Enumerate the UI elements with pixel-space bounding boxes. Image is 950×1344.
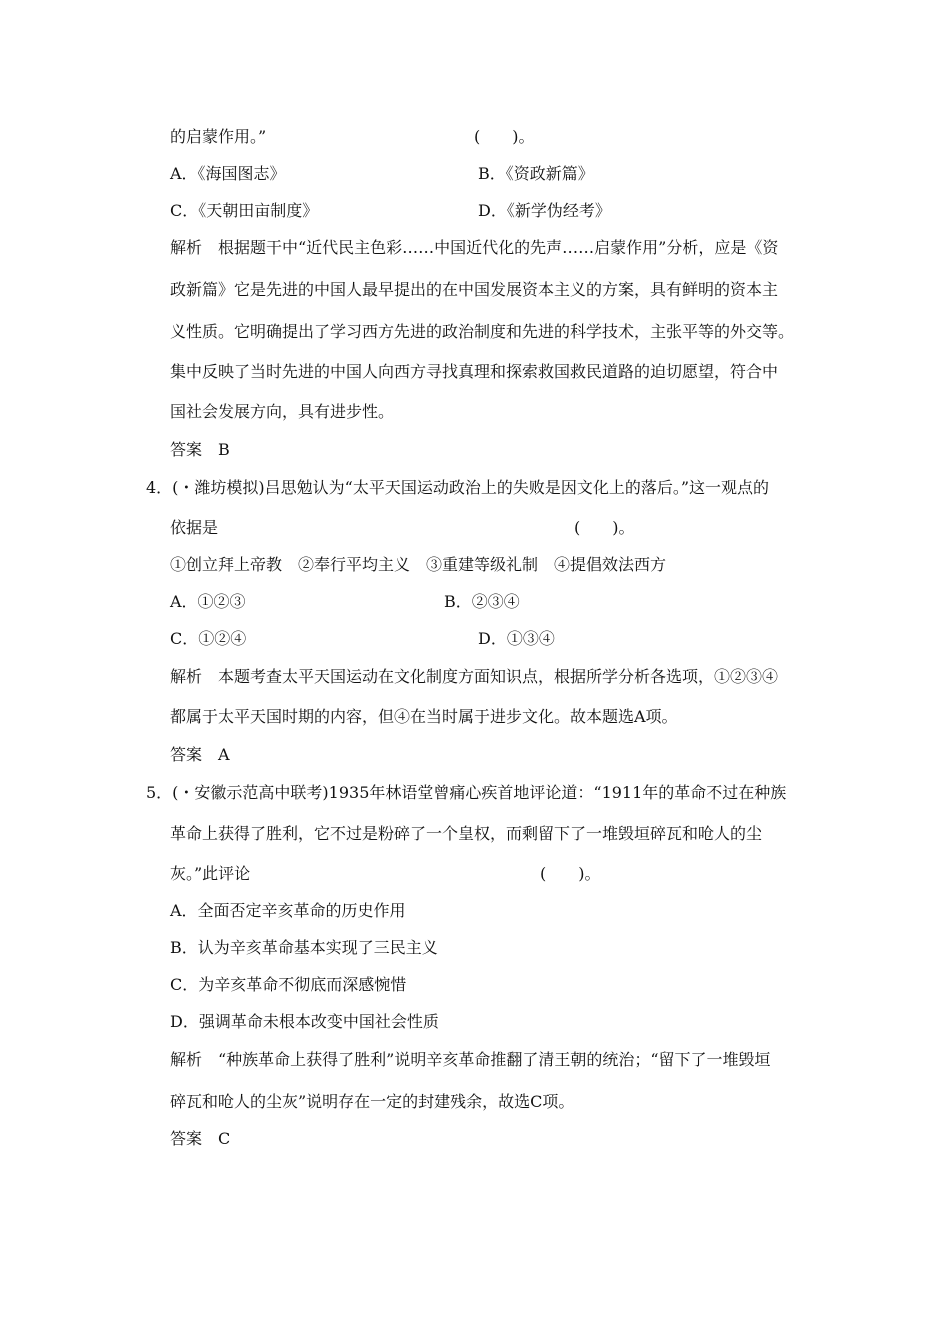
q5-stem-line: 灰。”此评论 <box>170 864 251 883</box>
q4-analysis-line: 解析 本题考查太平天国运动在文化制度方面知识点，根据所学分析各选项，①②③④ <box>170 667 779 686</box>
q3-stem-tail: 的启蒙作用。” <box>170 127 267 146</box>
q3-option-a: A．《海国图志》 <box>170 164 286 183</box>
q4-option-c: C．①②④ <box>170 629 247 648</box>
q3-analysis-line: 解析 根据题干中“近代民主色彩……中国近代化的先声……启蒙作用”分析，应是《资 <box>170 238 779 257</box>
q5-option-a: A．全面否定辛亥革命的历史作用 <box>170 901 406 920</box>
q4-statement-items: ①创立拜上帝教 ②奉行平均主义 ③重建等级礼制 ④提倡效法西方 <box>170 555 667 574</box>
q3-option-b: B．《资政新篇》 <box>478 164 594 183</box>
q3-answer-blank: ( )。 <box>474 127 535 146</box>
q3-option-c: C．《天朝田亩制度》 <box>170 201 319 220</box>
q4-stem-line: 4．(・潍坊模拟)吕思勉认为“太平天国运动政治上的失败是因文化上的落后。”这一观点的 <box>146 478 770 497</box>
q4-option-b: B．②③④ <box>444 592 520 611</box>
q4-option-d: D．①③④ <box>478 629 555 648</box>
q4-answer: 答案 A <box>170 745 230 764</box>
q5-stem-line: 5．(・安徽示范高中联考)1935年林语堂曾痛心疾首地评论道：“1911年的革命不过在种族 <box>146 783 787 802</box>
q3-analysis-line: 集中反映了当时先进的中国人向西方寻找真理和探索救国救民道路的迫切愿望，符合中 <box>170 362 779 381</box>
q5-option-d: D．强调革命未根本改变中国社会性质 <box>170 1012 439 1031</box>
q4-option-a: A．①②③ <box>170 592 246 611</box>
q5-answer: 答案 C <box>170 1129 231 1148</box>
q4-stem-line: 依据是 <box>170 518 219 537</box>
q5-analysis-line: 碎瓦和呛人的尘灰”说明存在一定的封建残余，故选C项。 <box>170 1092 575 1111</box>
q5-analysis-line: 解析 “种族革命上获得了胜利”说明辛亥革命推翻了清王朝的统治；“留下了一堆毁垣 <box>170 1050 771 1069</box>
q4-answer-blank: ( )。 <box>574 518 635 537</box>
q3-analysis-line: 政新篇》它是先进的中国人最早提出的在中国发展资本主义的方案，具有鲜明的资本主 <box>170 280 779 299</box>
q5-option-c: C．为辛亥革命不彻底而深感惋惜 <box>170 975 407 994</box>
q3-analysis-line: 义性质。它明确提出了学习西方先进的政治制度和先进的科学技术，主张平等的外交等。 <box>170 322 795 341</box>
q4-analysis-line: 都属于太平天国时期的内容，但④在当时属于进步文化。故本题选A项。 <box>170 707 678 726</box>
q3-analysis-line: 国社会发展方向，具有进步性。 <box>170 402 395 421</box>
q3-answer: 答案 B <box>170 440 230 459</box>
q5-stem-line: 革命上获得了胜利，它不过是粉碎了一个皇权，而剩留下了一堆毁垣碎瓦和呛人的尘 <box>170 824 763 843</box>
q3-option-d: D．《新学伪经考》 <box>478 201 611 220</box>
q5-answer-blank: ( )。 <box>540 864 601 883</box>
q5-option-b: B．认为辛亥革命基本实现了三民主义 <box>170 938 438 957</box>
